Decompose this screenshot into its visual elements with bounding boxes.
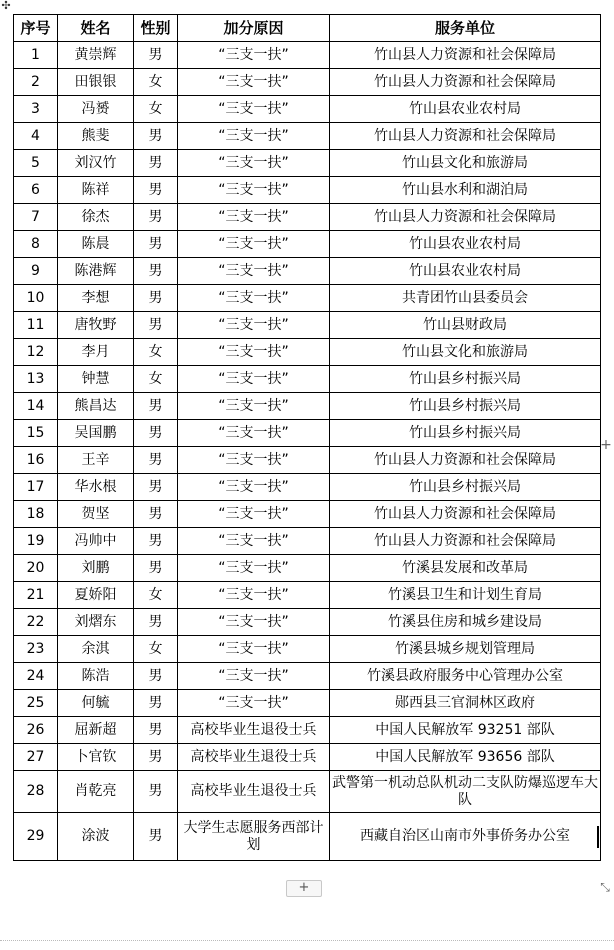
cell-reason[interactable]: “三支一扶” (178, 636, 330, 663)
table-row (14, 690, 601, 717)
cell-serial[interactable]: 12 (14, 339, 58, 366)
table-row (14, 771, 601, 813)
cell-gender[interactable]: 男 (134, 501, 178, 528)
cell-gender[interactable]: 男 (134, 447, 178, 474)
add-row-button[interactable]: + (286, 880, 322, 897)
cell-reason[interactable]: “三支一扶” (178, 258, 330, 285)
cell-gender[interactable]: 男 (134, 474, 178, 501)
cell-serial[interactable]: 26 (14, 717, 58, 744)
text-cursor (597, 826, 599, 848)
table-move-handle-icon[interactable]: ✣ (1, 0, 11, 12)
header-unit: 服务单位 (330, 15, 601, 42)
cell-serial[interactable]: 27 (14, 744, 58, 771)
cell-name[interactable]: 屈新超 (58, 717, 134, 744)
cell-reason[interactable]: “三支一扶” (178, 42, 330, 69)
cell-reason[interactable]: “三支一扶” (178, 96, 330, 123)
table-row (14, 663, 601, 690)
cell-name[interactable]: 熊斐 (58, 123, 134, 150)
cell-serial[interactable]: 25 (14, 690, 58, 717)
table-row (14, 96, 601, 123)
cell-gender[interactable]: 男 (134, 123, 178, 150)
cell-name[interactable]: 冯赟 (58, 96, 134, 123)
cell-gender[interactable]: 女 (134, 96, 178, 123)
cell-reason[interactable]: “三支一扶” (178, 150, 330, 177)
cell-reason[interactable]: “三支一扶” (178, 312, 330, 339)
cell-name[interactable]: 王辛 (58, 447, 134, 474)
cell-reason[interactable]: “三支一扶” (178, 204, 330, 231)
cell-gender[interactable]: 男 (134, 312, 178, 339)
cell-reason[interactable]: “三支一扶” (178, 366, 330, 393)
table-row (14, 204, 601, 231)
cell-gender[interactable]: 男 (134, 690, 178, 717)
cell-serial[interactable]: 6 (14, 177, 58, 204)
cell-serial[interactable]: 15 (14, 420, 58, 447)
cell-gender[interactable]: 男 (134, 771, 178, 813)
cell-name[interactable]: 李想 (58, 285, 134, 312)
cell-name[interactable]: 陈晨 (58, 231, 134, 258)
cell-name[interactable]: 陈祥 (58, 177, 134, 204)
cell-unit[interactable]: 竹山县人力资源和社会保障局 (330, 69, 601, 96)
cell-reason[interactable]: “三支一扶” (178, 393, 330, 420)
cell-gender[interactable]: 男 (134, 744, 178, 771)
cell-name[interactable]: 华水根 (58, 474, 134, 501)
cell-serial[interactable]: 8 (14, 231, 58, 258)
cell-reason[interactable]: “三支一扶” (178, 609, 330, 636)
cell-unit[interactable]: 西藏自治区山南市外事侨务办公室 (330, 813, 601, 861)
table-row (14, 339, 601, 366)
header-gender: 性别 (134, 15, 178, 42)
cell-unit[interactable]: 竹山县人力资源和社会保障局 (330, 528, 601, 555)
cell-unit[interactable]: 竹溪县发展和改革局 (330, 555, 601, 582)
cell-serial[interactable]: 1 (14, 42, 58, 69)
cell-serial[interactable]: 22 (14, 609, 58, 636)
cell-unit[interactable]: 中国人民解放军 93656 部队 (330, 744, 601, 771)
cell-unit[interactable]: 竹溪县卫生和计划生育局 (330, 582, 601, 609)
cell-gender[interactable]: 男 (134, 42, 178, 69)
cell-reason[interactable]: 高校毕业生退役士兵 (178, 744, 330, 771)
header-reason: 加分原因 (178, 15, 330, 42)
cell-serial[interactable]: 2 (14, 69, 58, 96)
cell-name[interactable]: 徐杰 (58, 204, 134, 231)
cell-gender[interactable]: 男 (134, 150, 178, 177)
cell-reason[interactable]: “三支一扶” (178, 69, 330, 96)
cell-unit[interactable]: 竹溪县政府服务中心管理办公室 (330, 663, 601, 690)
table-row (14, 366, 601, 393)
cell-unit[interactable]: 竹山县农业农村局 (330, 96, 601, 123)
cell-reason[interactable]: 大学生志愿服务西部计划 (178, 813, 330, 861)
cell-gender[interactable]: 男 (134, 813, 178, 861)
cell-gender[interactable]: 女 (134, 69, 178, 96)
cell-serial[interactable]: 29 (14, 813, 58, 861)
cell-reason[interactable]: “三支一扶” (178, 447, 330, 474)
table-row (14, 528, 601, 555)
table-row (14, 420, 601, 447)
table-row (14, 231, 601, 258)
cell-unit[interactable]: 竹山县人力资源和社会保障局 (330, 123, 601, 150)
table-row (14, 813, 601, 861)
table-resize-icon[interactable]: ⤡ (600, 880, 610, 894)
header-serial: 序号 (14, 15, 58, 42)
table-row (14, 636, 601, 663)
table-row (14, 150, 601, 177)
cell-name[interactable]: 黄崇辉 (58, 42, 134, 69)
cell-reason[interactable]: “三支一扶” (178, 123, 330, 150)
cell-serial[interactable]: 17 (14, 474, 58, 501)
table-row (14, 42, 601, 69)
cell-gender[interactable]: 男 (134, 204, 178, 231)
cell-serial[interactable]: 19 (14, 528, 58, 555)
page-bottom-divider (0, 940, 614, 941)
cell-name[interactable]: 冯帅中 (58, 528, 134, 555)
cell-gender[interactable]: 男 (134, 528, 178, 555)
cell-name[interactable]: 刘汉竹 (58, 150, 134, 177)
cell-serial[interactable]: 23 (14, 636, 58, 663)
cell-name[interactable]: 钟慧 (58, 366, 134, 393)
cell-serial[interactable]: 16 (14, 447, 58, 474)
cell-gender[interactable]: 男 (134, 609, 178, 636)
cell-gender[interactable]: 男 (134, 717, 178, 744)
cell-serial[interactable]: 11 (14, 312, 58, 339)
table-row (14, 582, 601, 609)
cell-serial[interactable]: 4 (14, 123, 58, 150)
cell-unit[interactable]: 竹山县人力资源和社会保障局 (330, 501, 601, 528)
cell-reason[interactable]: “三支一扶” (178, 231, 330, 258)
table-row (14, 312, 601, 339)
cell-reason[interactable]: 高校毕业生退役士兵 (178, 717, 330, 744)
cell-reason[interactable]: “三支一扶” (178, 663, 330, 690)
cell-unit[interactable]: 竹山县农业农村局 (330, 258, 601, 285)
table-row (14, 717, 601, 744)
table-header-row (14, 15, 601, 42)
table-body (14, 42, 601, 861)
cell-unit[interactable]: 竹山县文化和旅游局 (330, 150, 601, 177)
table-row (14, 123, 601, 150)
cell-gender[interactable]: 女 (134, 582, 178, 609)
cell-reason[interactable]: “三支一扶” (178, 582, 330, 609)
table-row (14, 609, 601, 636)
cell-gender[interactable]: 男 (134, 420, 178, 447)
cell-name[interactable]: 何毓 (58, 690, 134, 717)
table-row (14, 555, 601, 582)
cell-reason[interactable]: “三支一扶” (178, 474, 330, 501)
table-row (14, 501, 601, 528)
cell-reason[interactable]: “三支一扶” (178, 339, 330, 366)
header-name: 姓名 (58, 15, 134, 42)
cell-name[interactable]: 贺坚 (58, 501, 134, 528)
cell-unit[interactable]: 竹山县水利和湖泊局 (330, 177, 601, 204)
cell-name[interactable]: 肖乾亮 (58, 771, 134, 813)
cell-unit[interactable]: 竹山县人力资源和社会保障局 (330, 42, 601, 69)
table-row (14, 447, 601, 474)
cell-unit[interactable]: 共青团竹山县委员会 (330, 285, 601, 312)
cell-reason[interactable]: “三支一扶” (178, 420, 330, 447)
cell-serial[interactable]: 20 (14, 555, 58, 582)
cell-gender[interactable]: 男 (134, 285, 178, 312)
cell-name[interactable]: 唐牧野 (58, 312, 134, 339)
cell-unit[interactable]: 竹溪县城乡规划管理局 (330, 636, 601, 663)
cell-gender[interactable]: 男 (134, 663, 178, 690)
cell-unit[interactable]: 竹山县农业农村局 (330, 231, 601, 258)
cell-reason[interactable]: 高校毕业生退役士兵 (178, 771, 330, 813)
table-row (14, 393, 601, 420)
cell-unit[interactable]: 郧西县三官洞林区政府 (330, 690, 601, 717)
cell-serial[interactable]: 24 (14, 663, 58, 690)
cell-unit[interactable]: 竹山县财政局 (330, 312, 601, 339)
cell-gender[interactable]: 女 (134, 636, 178, 663)
table-row (14, 69, 601, 96)
cell-gender[interactable]: 男 (134, 231, 178, 258)
cell-name[interactable]: 余淇 (58, 636, 134, 663)
cell-unit[interactable]: 竹溪县住房和城乡建设局 (330, 609, 601, 636)
table-row (14, 177, 601, 204)
cell-serial[interactable]: 13 (14, 366, 58, 393)
cell-gender[interactable]: 男 (134, 555, 178, 582)
cell-reason[interactable]: “三支一扶” (178, 501, 330, 528)
cell-serial[interactable]: 10 (14, 285, 58, 312)
cell-gender[interactable]: 女 (134, 339, 178, 366)
cell-serial[interactable]: 21 (14, 582, 58, 609)
cell-gender[interactable]: 男 (134, 393, 178, 420)
cell-name[interactable]: 田银银 (58, 69, 134, 96)
cell-unit[interactable]: 中国人民解放军 93251 部队 (330, 717, 601, 744)
cell-name[interactable]: 陈港辉 (58, 258, 134, 285)
cell-name[interactable]: 夏娇阳 (58, 582, 134, 609)
cell-name[interactable]: 陈浩 (58, 663, 134, 690)
cell-unit[interactable]: 竹山县乡村振兴局 (330, 474, 601, 501)
cell-gender[interactable]: 男 (134, 258, 178, 285)
cell-unit[interactable]: 竹山县乡村振兴局 (330, 366, 601, 393)
cell-serial[interactable]: 7 (14, 204, 58, 231)
cell-reason[interactable]: “三支一扶” (178, 285, 330, 312)
cell-reason[interactable]: “三支一扶” (178, 528, 330, 555)
cell-serial[interactable]: 14 (14, 393, 58, 420)
cell-reason[interactable]: “三支一扶” (178, 555, 330, 582)
cell-name[interactable]: 刘鹏 (58, 555, 134, 582)
cell-serial[interactable]: 18 (14, 501, 58, 528)
cell-unit[interactable]: 竹山县文化和旅游局 (330, 339, 601, 366)
table-row (14, 285, 601, 312)
cell-name[interactable]: 卜官钦 (58, 744, 134, 771)
cell-name[interactable]: 刘熠东 (58, 609, 134, 636)
table-row (14, 258, 601, 285)
table-row (14, 744, 601, 771)
cell-unit[interactable]: 竹山县人力资源和社会保障局 (330, 447, 601, 474)
bonus-points-table (13, 14, 601, 861)
cell-serial[interactable]: 28 (14, 771, 58, 813)
cell-name[interactable]: 熊昌达 (58, 393, 134, 420)
add-column-icon[interactable]: + (600, 437, 612, 453)
cell-serial[interactable]: 5 (14, 150, 58, 177)
cell-reason[interactable]: “三支一扶” (178, 177, 330, 204)
cell-name[interactable]: 吴国鹏 (58, 420, 134, 447)
cell-unit[interactable]: 竹山县人力资源和社会保障局 (330, 204, 601, 231)
cell-name[interactable]: 涂波 (58, 813, 134, 861)
cell-serial[interactable]: 3 (14, 96, 58, 123)
cell-unit[interactable]: 竹山县乡村振兴局 (330, 420, 601, 447)
cell-serial[interactable]: 9 (14, 258, 58, 285)
table-row (14, 474, 601, 501)
cell-unit[interactable]: 竹山县乡村振兴局 (330, 393, 601, 420)
cell-reason[interactable]: “三支一扶” (178, 690, 330, 717)
cell-unit[interactable]: 武警第一机动总队机动二支队防爆巡逻车大队 (330, 771, 601, 813)
cell-gender[interactable]: 女 (134, 366, 178, 393)
cell-gender[interactable]: 男 (134, 177, 178, 204)
cell-name[interactable]: 李月 (58, 339, 134, 366)
